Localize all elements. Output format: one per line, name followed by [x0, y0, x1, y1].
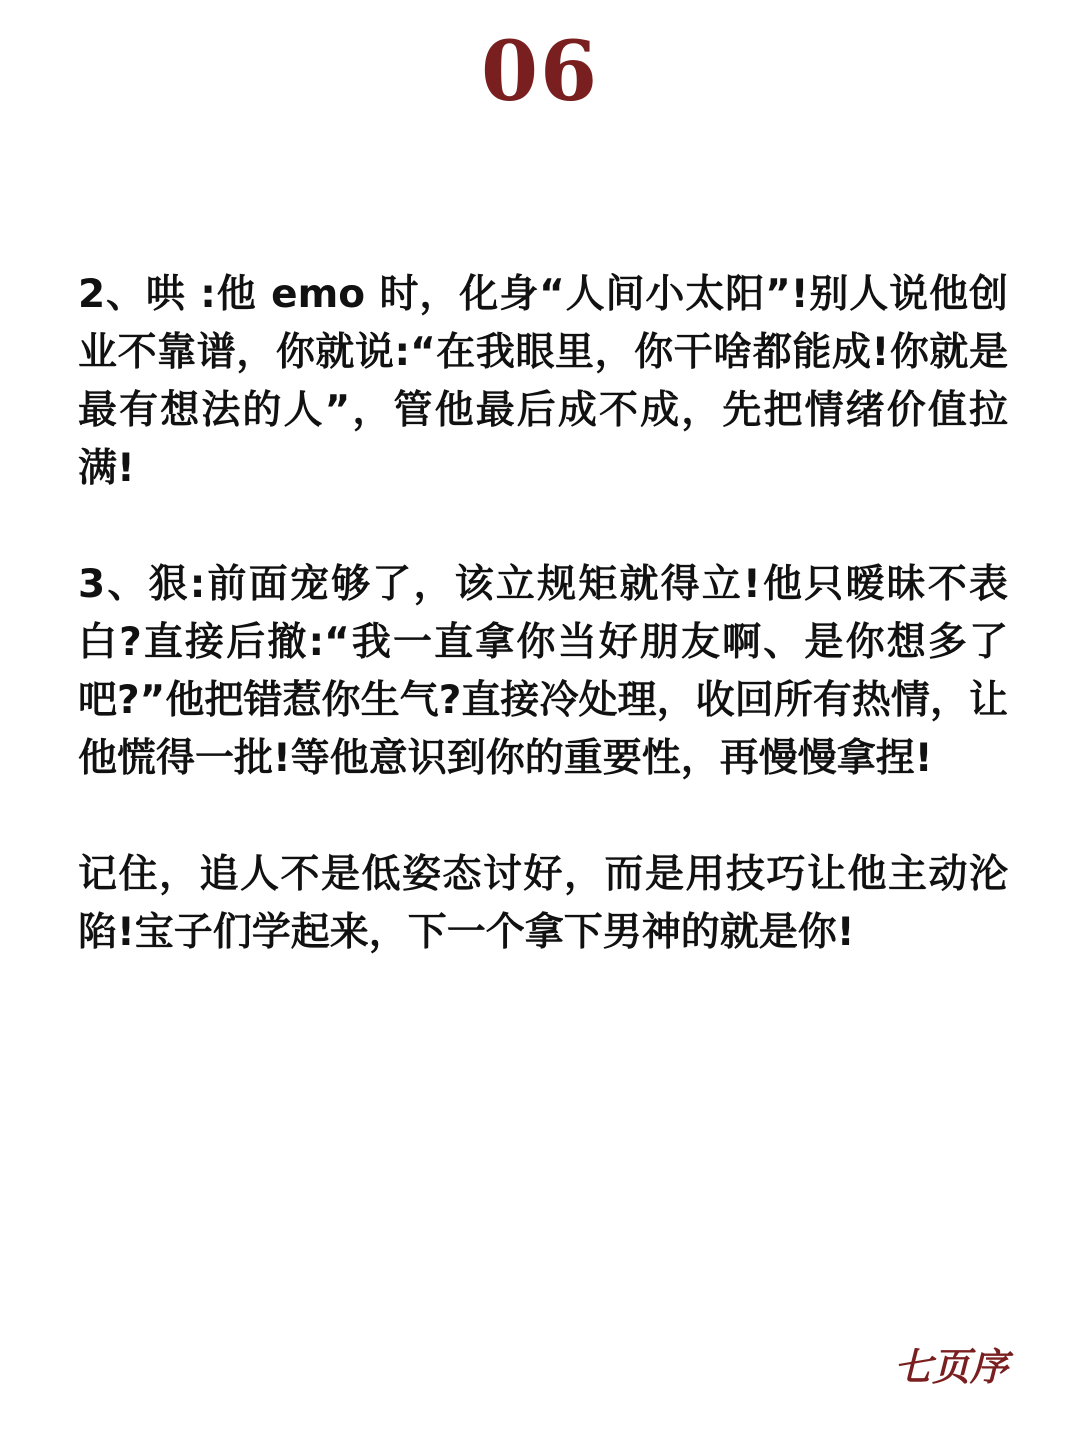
- article-body: [78, 266, 1008, 962]
- author-signature: 七页序: [893, 1344, 1008, 1389]
- paragraph-firm: 3、狠:前面宠够了，该立规矩就得立!他只暧昧不表白?直接后撤:“我一直拿你当好朋友啊、是你想多了吧?”他把错惹你生气?直接冷处理，收回所有热情，让他慌得一批!等他意识到你的重要性，再慢慢拿捏!: [78, 562, 1008, 781]
- paragraph-conclusion: 记住，追人不是低姿态讨好，而是用技巧让他主动沦陷!宝子们学起来，下一个拿下男神的就是你!: [78, 852, 1008, 955]
- paragraph-coax: 2、哄 :他 emo 时，化身“人间小太阳”!别人说他创业不靠谱，你就说:“在我眼里，你干啥都能成!你就是最有想法的人”，管他最后成不成，先把情绪价值拉满!: [78, 272, 1008, 491]
- page-number: 06: [480, 24, 600, 120]
